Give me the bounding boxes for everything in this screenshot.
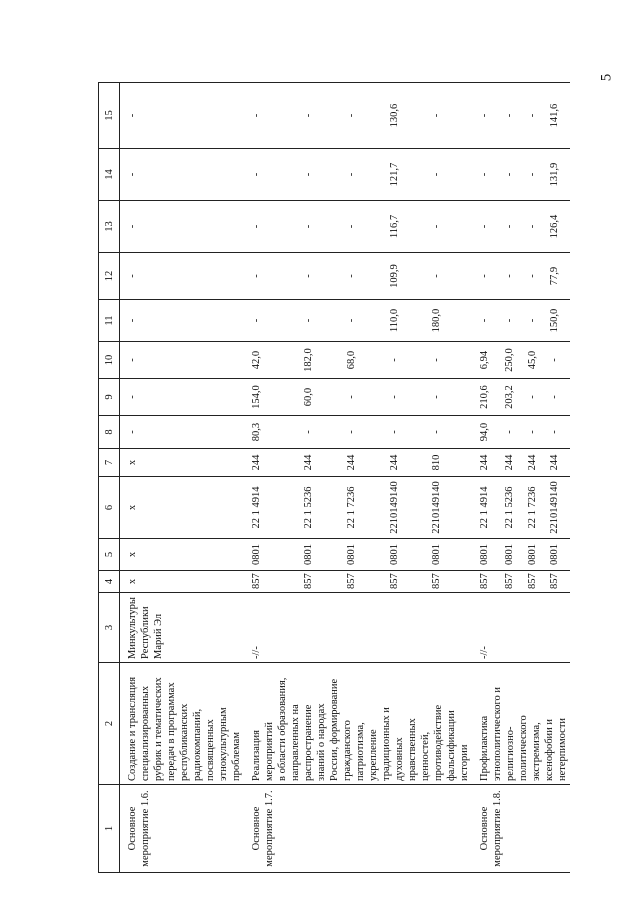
table-row bbox=[244, 83, 301, 873]
cell-col-15: 141,6 bbox=[547, 83, 570, 149]
cell-col-13: - bbox=[120, 201, 245, 253]
cell-col-4: 857 bbox=[525, 571, 548, 593]
cell-col-10: 42,0 bbox=[244, 342, 301, 379]
description-line: укрепление bbox=[368, 729, 379, 781]
cell-col-8: - bbox=[547, 416, 570, 449]
cell-col-7: 244 bbox=[387, 449, 430, 477]
cell-col-7: 244 bbox=[472, 449, 502, 477]
cell-col-13: - bbox=[301, 201, 344, 253]
column-header-14: 14 bbox=[99, 149, 120, 201]
cell-col-9: 154,0 bbox=[244, 379, 301, 416]
cell-col-7: 244 bbox=[502, 449, 525, 477]
description-line: передач в программах bbox=[166, 682, 177, 781]
cell-col-8: - bbox=[502, 416, 525, 449]
cell-col-11: - bbox=[525, 300, 548, 342]
cell-col-5: 0801 bbox=[429, 539, 472, 571]
cell-col-14: - bbox=[244, 149, 301, 201]
column-header-9: 9 bbox=[99, 379, 120, 416]
cell-col-9: - bbox=[525, 379, 548, 416]
column-header-15: 15 bbox=[99, 83, 120, 149]
column-header-1: 1 bbox=[99, 785, 120, 873]
description-line: патриотизма, bbox=[355, 722, 366, 781]
cell-col-14: - bbox=[525, 149, 548, 201]
description-line: традиционных и bbox=[381, 707, 392, 781]
cell-col-5: 0801 bbox=[301, 539, 344, 571]
cell-col-8: - bbox=[525, 416, 548, 449]
cell-col-6: 22 1 4914 bbox=[244, 477, 301, 539]
cell-col-12: - bbox=[472, 253, 502, 300]
cell-col-6: 2210149140 bbox=[547, 477, 570, 539]
column-header-10: 10 bbox=[99, 342, 120, 379]
column-header-3: 3 bbox=[99, 593, 120, 663]
cell-col-7: 244 bbox=[301, 449, 344, 477]
cell-col-14: - bbox=[120, 149, 245, 201]
cell-col-9: - bbox=[429, 379, 472, 416]
cell-col-6: 2210149140 bbox=[387, 477, 430, 539]
description-line: нравственных bbox=[407, 718, 418, 781]
cell-col-15: - bbox=[472, 83, 502, 149]
description-line: посвященных bbox=[205, 719, 216, 781]
description-line: истории bbox=[459, 744, 470, 781]
column-header-6: 6 bbox=[99, 477, 120, 539]
description-line: гражданского bbox=[342, 720, 353, 781]
cell-col-10: - bbox=[120, 342, 245, 379]
cell-col-9: - bbox=[344, 379, 387, 416]
cell-col-11: - bbox=[472, 300, 502, 342]
cell-col-5: 0801 bbox=[244, 539, 301, 571]
cell-col-8: - bbox=[387, 416, 430, 449]
cell-col-14: - bbox=[344, 149, 387, 201]
column-header-11: 11 bbox=[99, 300, 120, 342]
description-line: этнокультурным bbox=[218, 707, 229, 781]
description-line: специализированных bbox=[140, 685, 151, 781]
cell-col-9: - bbox=[387, 379, 430, 416]
cell-col-13: - bbox=[502, 201, 525, 253]
cell-col-10: 68,0 bbox=[344, 342, 387, 379]
cell-col-8: - bbox=[344, 416, 387, 449]
column-header-13: 13 bbox=[99, 201, 120, 253]
cell-col-6: x bbox=[120, 477, 245, 539]
description-line: в области образования, bbox=[277, 677, 288, 781]
cell-col-4: 857 bbox=[387, 571, 430, 593]
cell-col-12: - bbox=[525, 253, 548, 300]
column-header-5: 5 bbox=[99, 539, 120, 571]
cell-col-4: 857 bbox=[502, 571, 525, 593]
column-header-12: 12 bbox=[99, 253, 120, 300]
activity-label: Основное мероприятие 1.7. bbox=[244, 785, 472, 873]
cell-col-6: 22 1 4914 bbox=[472, 477, 502, 539]
description-line: Профилактика bbox=[479, 715, 490, 781]
cell-col-6: 22 1 5236 bbox=[301, 477, 344, 539]
cell-col-7: 810 bbox=[429, 449, 472, 477]
cell-col-13: - bbox=[344, 201, 387, 253]
program-table bbox=[98, 82, 570, 873]
activity-description bbox=[244, 663, 472, 785]
cell-col-11: - bbox=[120, 300, 245, 342]
cell-col-8: - bbox=[301, 416, 344, 449]
cell-col-12: - bbox=[502, 253, 525, 300]
cell-col-15: - bbox=[301, 83, 344, 149]
activity-description bbox=[120, 663, 245, 785]
cell-col-13: - bbox=[525, 201, 548, 253]
cell-col-13: - bbox=[472, 201, 502, 253]
description-line: распространение bbox=[303, 704, 314, 781]
cell-col-12: 77,9 bbox=[547, 253, 570, 300]
activity-description bbox=[472, 663, 570, 785]
executor: -//- bbox=[244, 593, 472, 663]
cell-col-15: - bbox=[344, 83, 387, 149]
cell-col-7: 244 bbox=[525, 449, 548, 477]
cell-col-12: - bbox=[429, 253, 472, 300]
description-line: религиозно- bbox=[505, 726, 516, 781]
cell-col-4: 857 bbox=[429, 571, 472, 593]
cell-col-12: - bbox=[244, 253, 301, 300]
cell-col-4: 857 bbox=[344, 571, 387, 593]
cell-col-9: 203,2 bbox=[502, 379, 525, 416]
cell-col-7: x bbox=[120, 449, 245, 477]
executor-line: Минкультуры bbox=[127, 597, 138, 659]
description-line: ксенофобии и bbox=[544, 718, 555, 781]
cell-col-5: 0801 bbox=[344, 539, 387, 571]
cell-col-11: 150,0 bbox=[547, 300, 570, 342]
cell-col-13: 116,7 bbox=[387, 201, 430, 253]
cell-col-14: - bbox=[301, 149, 344, 201]
cell-col-8: 80,3 bbox=[244, 416, 301, 449]
cell-col-14: 131,9 bbox=[547, 149, 570, 201]
cell-col-10: - bbox=[547, 342, 570, 379]
executor-line: Марий Эл bbox=[153, 613, 164, 659]
description-line: направленных на bbox=[290, 704, 301, 781]
description-line: этнополитического и bbox=[492, 687, 503, 781]
cell-col-4: 857 bbox=[472, 571, 502, 593]
cell-col-10: 182,0 bbox=[301, 342, 344, 379]
rotated-sheet bbox=[98, 83, 638, 873]
cell-col-4: x bbox=[120, 571, 245, 593]
cell-col-5: 0801 bbox=[387, 539, 430, 571]
column-header-2: 2 bbox=[99, 663, 120, 785]
cell-col-10: - bbox=[429, 342, 472, 379]
cell-col-11: 110,0 bbox=[387, 300, 430, 342]
description-line: противодействие bbox=[433, 704, 444, 781]
description-line: знаний о народах bbox=[316, 703, 327, 781]
cell-col-4: 857 bbox=[244, 571, 301, 593]
column-number-row bbox=[99, 83, 120, 873]
cell-col-10: 45,0 bbox=[525, 342, 548, 379]
description-line: нетерпимости bbox=[557, 717, 568, 781]
cell-col-14: - bbox=[502, 149, 525, 201]
description-line: фальсификации bbox=[446, 710, 457, 781]
cell-col-13: - bbox=[244, 201, 301, 253]
cell-col-15: 130,6 bbox=[387, 83, 430, 149]
cell-col-8: - bbox=[429, 416, 472, 449]
cell-col-9: - bbox=[547, 379, 570, 416]
cell-col-15: - bbox=[120, 83, 245, 149]
executor bbox=[120, 593, 245, 663]
description-line: Реализация bbox=[251, 730, 262, 781]
cell-col-13: - bbox=[429, 201, 472, 253]
description-line: мероприятий bbox=[264, 722, 275, 781]
cell-col-6: 22 1 7236 bbox=[525, 477, 548, 539]
description-line: Создание и трансляция bbox=[127, 676, 138, 781]
cell-col-10: 6,94 bbox=[472, 342, 502, 379]
description-line: республиканских bbox=[179, 703, 190, 781]
executor-line: Республики bbox=[140, 606, 151, 659]
description-line: экстремизма, bbox=[531, 722, 542, 781]
cell-col-11: 180,0 bbox=[429, 300, 472, 342]
cell-col-12: - bbox=[120, 253, 245, 300]
cell-col-15: - bbox=[525, 83, 548, 149]
cell-col-11: - bbox=[502, 300, 525, 342]
cell-col-10: - bbox=[387, 342, 430, 379]
cell-col-6: 22 1 5236 bbox=[502, 477, 525, 539]
table-body bbox=[120, 83, 571, 873]
cell-col-7: 244 bbox=[344, 449, 387, 477]
cell-col-9: 60,0 bbox=[301, 379, 344, 416]
cell-col-14: 121,7 bbox=[387, 149, 430, 201]
cell-col-4: 857 bbox=[301, 571, 344, 593]
cell-col-11: - bbox=[301, 300, 344, 342]
cell-col-6: 2210149140 bbox=[429, 477, 472, 539]
cell-col-7: 244 bbox=[244, 449, 301, 477]
cell-col-11: - bbox=[344, 300, 387, 342]
column-header-4: 4 bbox=[99, 571, 120, 593]
table-row bbox=[472, 83, 502, 873]
description-line: России, формирование bbox=[329, 678, 340, 781]
cell-col-12: - bbox=[344, 253, 387, 300]
cell-col-8: 94,0 bbox=[472, 416, 502, 449]
cell-col-11: - bbox=[244, 300, 301, 342]
description-line: радиокомпаний, bbox=[192, 708, 203, 781]
cell-col-12: - bbox=[301, 253, 344, 300]
cell-col-5: 0801 bbox=[525, 539, 548, 571]
description-line: политического bbox=[518, 715, 529, 781]
cell-col-5: x bbox=[120, 539, 245, 571]
cell-col-7: 244 bbox=[547, 449, 570, 477]
cell-col-4: 857 bbox=[547, 571, 570, 593]
cell-col-15: - bbox=[429, 83, 472, 149]
description-line: духовных bbox=[394, 737, 405, 781]
cell-col-14: - bbox=[429, 149, 472, 201]
activity-label: Основное мероприятие 1.8. bbox=[472, 785, 570, 873]
description-line: рубрик и тематических bbox=[153, 677, 164, 781]
cell-col-9: 210,6 bbox=[472, 379, 502, 416]
cell-col-6: 22 1 7236 bbox=[344, 477, 387, 539]
executor: -//- bbox=[472, 593, 570, 663]
activity-label: Основное мероприятие 1.6. bbox=[120, 785, 245, 873]
cell-col-10: 250,0 bbox=[502, 342, 525, 379]
cell-col-15: - bbox=[244, 83, 301, 149]
cell-col-13: 126,4 bbox=[547, 201, 570, 253]
cell-col-8: - bbox=[120, 416, 245, 449]
page-number: 5 bbox=[598, 73, 615, 82]
cell-col-15: - bbox=[502, 83, 525, 149]
cell-col-5: 0801 bbox=[502, 539, 525, 571]
column-header-8: 8 bbox=[99, 416, 120, 449]
table-row bbox=[120, 83, 245, 873]
cell-col-5: 0801 bbox=[547, 539, 570, 571]
description-line: ценностей, bbox=[420, 731, 431, 781]
cell-col-12: 109,9 bbox=[387, 253, 430, 300]
cell-col-9: - bbox=[120, 379, 245, 416]
cell-col-14: - bbox=[472, 149, 502, 201]
cell-col-5: 0801 bbox=[472, 539, 502, 571]
column-header-7: 7 bbox=[99, 449, 120, 477]
description-line: проблемам bbox=[231, 732, 242, 781]
